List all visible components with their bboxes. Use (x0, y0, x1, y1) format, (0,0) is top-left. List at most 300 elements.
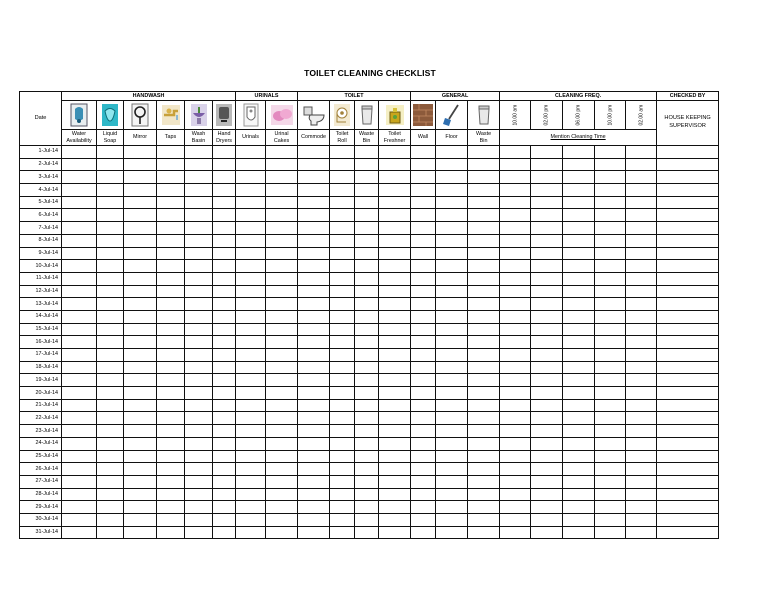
check-cell[interactable] (266, 361, 298, 374)
check-cell[interactable] (213, 526, 236, 539)
check-cell[interactable] (595, 310, 626, 323)
check-cell[interactable] (124, 437, 157, 450)
check-cell[interactable] (436, 323, 468, 336)
check-cell[interactable] (657, 285, 719, 298)
check-cell[interactable] (595, 184, 626, 197)
check-cell[interactable] (213, 361, 236, 374)
check-cell[interactable] (595, 513, 626, 526)
check-cell[interactable] (124, 247, 157, 260)
check-cell[interactable] (626, 412, 657, 425)
check-cell[interactable] (355, 463, 379, 476)
check-cell[interactable] (236, 336, 266, 349)
check-cell[interactable] (500, 475, 531, 488)
check-cell[interactable] (500, 336, 531, 349)
check-cell[interactable] (531, 272, 563, 285)
check-cell[interactable] (500, 526, 531, 539)
check-cell[interactable] (157, 158, 185, 171)
check-cell[interactable] (298, 158, 330, 171)
check-cell[interactable] (62, 209, 97, 222)
check-cell[interactable] (124, 361, 157, 374)
check-cell[interactable] (468, 399, 500, 412)
check-cell[interactable] (62, 488, 97, 501)
check-cell[interactable] (213, 260, 236, 273)
check-cell[interactable] (157, 374, 185, 387)
check-cell[interactable] (266, 285, 298, 298)
check-cell[interactable] (500, 374, 531, 387)
check-cell[interactable] (626, 526, 657, 539)
check-cell[interactable] (298, 298, 330, 311)
check-cell[interactable] (626, 184, 657, 197)
check-cell[interactable] (266, 222, 298, 235)
check-cell[interactable] (468, 336, 500, 349)
check-cell[interactable] (657, 310, 719, 323)
check-cell[interactable] (185, 475, 213, 488)
check-cell[interactable] (157, 526, 185, 539)
check-cell[interactable] (411, 463, 436, 476)
check-cell[interactable] (626, 222, 657, 235)
check-cell[interactable] (97, 336, 124, 349)
check-cell[interactable] (236, 171, 266, 184)
check-cell[interactable] (500, 298, 531, 311)
check-cell[interactable] (657, 475, 719, 488)
check-cell[interactable] (436, 387, 468, 400)
check-cell[interactable] (213, 412, 236, 425)
check-cell[interactable] (236, 222, 266, 235)
check-cell[interactable] (411, 526, 436, 539)
check-cell[interactable] (657, 526, 719, 539)
check-cell[interactable] (213, 513, 236, 526)
check-cell[interactable] (468, 387, 500, 400)
check-cell[interactable] (626, 513, 657, 526)
check-cell[interactable] (436, 260, 468, 273)
check-cell[interactable] (266, 260, 298, 273)
check-cell[interactable] (157, 209, 185, 222)
check-cell[interactable] (436, 158, 468, 171)
check-cell[interactable] (213, 222, 236, 235)
check-cell[interactable] (213, 234, 236, 247)
check-cell[interactable] (595, 361, 626, 374)
check-cell[interactable] (97, 425, 124, 438)
check-cell[interactable] (298, 374, 330, 387)
check-cell[interactable] (330, 260, 355, 273)
check-cell[interactable] (266, 196, 298, 209)
check-cell[interactable] (330, 310, 355, 323)
check-cell[interactable] (62, 387, 97, 400)
check-cell[interactable] (468, 475, 500, 488)
check-cell[interactable] (379, 488, 411, 501)
check-cell[interactable] (185, 298, 213, 311)
check-cell[interactable] (236, 349, 266, 362)
check-cell[interactable] (500, 349, 531, 362)
check-cell[interactable] (626, 336, 657, 349)
check-cell[interactable] (213, 399, 236, 412)
check-cell[interactable] (236, 399, 266, 412)
check-cell[interactable] (436, 425, 468, 438)
check-cell[interactable] (298, 412, 330, 425)
check-cell[interactable] (563, 196, 595, 209)
check-cell[interactable] (97, 526, 124, 539)
check-cell[interactable] (236, 146, 266, 159)
check-cell[interactable] (379, 412, 411, 425)
check-cell[interactable] (236, 475, 266, 488)
check-cell[interactable] (563, 323, 595, 336)
check-cell[interactable] (500, 196, 531, 209)
check-cell[interactable] (266, 513, 298, 526)
check-cell[interactable] (355, 501, 379, 514)
check-cell[interactable] (298, 437, 330, 450)
check-cell[interactable] (185, 361, 213, 374)
check-cell[interactable] (411, 387, 436, 400)
check-cell[interactable] (124, 399, 157, 412)
check-cell[interactable] (185, 171, 213, 184)
check-cell[interactable] (563, 501, 595, 514)
check-cell[interactable] (657, 184, 719, 197)
check-cell[interactable] (185, 196, 213, 209)
check-cell[interactable] (626, 501, 657, 514)
check-cell[interactable] (531, 310, 563, 323)
check-cell[interactable] (157, 171, 185, 184)
check-cell[interactable] (124, 387, 157, 400)
check-cell[interactable] (657, 387, 719, 400)
check-cell[interactable] (563, 387, 595, 400)
check-cell[interactable] (330, 247, 355, 260)
check-cell[interactable] (62, 323, 97, 336)
check-cell[interactable] (626, 387, 657, 400)
check-cell[interactable] (97, 463, 124, 476)
check-cell[interactable] (563, 209, 595, 222)
check-cell[interactable] (657, 361, 719, 374)
check-cell[interactable] (97, 310, 124, 323)
check-cell[interactable] (500, 272, 531, 285)
check-cell[interactable] (124, 260, 157, 273)
check-cell[interactable] (468, 488, 500, 501)
check-cell[interactable] (97, 437, 124, 450)
check-cell[interactable] (355, 196, 379, 209)
check-cell[interactable] (97, 158, 124, 171)
check-cell[interactable] (298, 146, 330, 159)
check-cell[interactable] (411, 247, 436, 260)
check-cell[interactable] (500, 310, 531, 323)
check-cell[interactable] (595, 463, 626, 476)
check-cell[interactable] (595, 425, 626, 438)
check-cell[interactable] (563, 399, 595, 412)
check-cell[interactable] (500, 412, 531, 425)
check-cell[interactable] (531, 247, 563, 260)
check-cell[interactable] (266, 171, 298, 184)
check-cell[interactable] (563, 463, 595, 476)
check-cell[interactable] (298, 361, 330, 374)
check-cell[interactable] (468, 425, 500, 438)
check-cell[interactable] (657, 158, 719, 171)
check-cell[interactable] (468, 272, 500, 285)
check-cell[interactable] (626, 285, 657, 298)
check-cell[interactable] (626, 374, 657, 387)
check-cell[interactable] (97, 387, 124, 400)
check-cell[interactable] (236, 298, 266, 311)
check-cell[interactable] (379, 349, 411, 362)
check-cell[interactable] (436, 374, 468, 387)
check-cell[interactable] (626, 349, 657, 362)
check-cell[interactable] (379, 209, 411, 222)
check-cell[interactable] (298, 526, 330, 539)
check-cell[interactable] (626, 310, 657, 323)
check-cell[interactable] (379, 361, 411, 374)
check-cell[interactable] (157, 488, 185, 501)
check-cell[interactable] (411, 450, 436, 463)
check-cell[interactable] (500, 463, 531, 476)
check-cell[interactable] (97, 196, 124, 209)
check-cell[interactable] (626, 475, 657, 488)
check-cell[interactable] (468, 184, 500, 197)
check-cell[interactable] (236, 285, 266, 298)
check-cell[interactable] (266, 437, 298, 450)
check-cell[interactable] (213, 488, 236, 501)
check-cell[interactable] (468, 463, 500, 476)
check-cell[interactable] (563, 437, 595, 450)
check-cell[interactable] (185, 437, 213, 450)
check-cell[interactable] (124, 171, 157, 184)
check-cell[interactable] (97, 272, 124, 285)
check-cell[interactable] (62, 463, 97, 476)
check-cell[interactable] (157, 501, 185, 514)
check-cell[interactable] (213, 209, 236, 222)
check-cell[interactable] (657, 463, 719, 476)
check-cell[interactable] (411, 323, 436, 336)
check-cell[interactable] (298, 387, 330, 400)
check-cell[interactable] (531, 349, 563, 362)
check-cell[interactable] (266, 158, 298, 171)
check-cell[interactable] (355, 222, 379, 235)
check-cell[interactable] (379, 184, 411, 197)
check-cell[interactable] (124, 222, 157, 235)
check-cell[interactable] (436, 184, 468, 197)
check-cell[interactable] (266, 323, 298, 336)
check-cell[interactable] (436, 361, 468, 374)
check-cell[interactable] (500, 399, 531, 412)
check-cell[interactable] (657, 412, 719, 425)
check-cell[interactable] (657, 488, 719, 501)
check-cell[interactable] (266, 298, 298, 311)
check-cell[interactable] (657, 247, 719, 260)
check-cell[interactable] (298, 513, 330, 526)
check-cell[interactable] (500, 450, 531, 463)
check-cell[interactable] (531, 488, 563, 501)
check-cell[interactable] (157, 272, 185, 285)
check-cell[interactable] (185, 323, 213, 336)
check-cell[interactable] (266, 310, 298, 323)
check-cell[interactable] (236, 260, 266, 273)
check-cell[interactable] (355, 272, 379, 285)
check-cell[interactable] (411, 361, 436, 374)
check-cell[interactable] (124, 412, 157, 425)
check-cell[interactable] (62, 234, 97, 247)
check-cell[interactable] (62, 171, 97, 184)
check-cell[interactable] (124, 209, 157, 222)
check-cell[interactable] (266, 501, 298, 514)
check-cell[interactable] (626, 272, 657, 285)
check-cell[interactable] (468, 310, 500, 323)
check-cell[interactable] (330, 285, 355, 298)
check-cell[interactable] (157, 349, 185, 362)
check-cell[interactable] (595, 209, 626, 222)
check-cell[interactable] (531, 387, 563, 400)
check-cell[interactable] (379, 158, 411, 171)
check-cell[interactable] (298, 222, 330, 235)
check-cell[interactable] (330, 513, 355, 526)
check-cell[interactable] (298, 336, 330, 349)
check-cell[interactable] (266, 526, 298, 539)
check-cell[interactable] (236, 272, 266, 285)
check-cell[interactable] (436, 399, 468, 412)
check-cell[interactable] (236, 361, 266, 374)
check-cell[interactable] (298, 247, 330, 260)
check-cell[interactable] (436, 310, 468, 323)
check-cell[interactable] (500, 247, 531, 260)
check-cell[interactable] (379, 298, 411, 311)
check-cell[interactable] (62, 298, 97, 311)
check-cell[interactable] (411, 158, 436, 171)
check-cell[interactable] (62, 158, 97, 171)
check-cell[interactable] (411, 374, 436, 387)
check-cell[interactable] (157, 310, 185, 323)
check-cell[interactable] (62, 412, 97, 425)
check-cell[interactable] (500, 488, 531, 501)
check-cell[interactable] (595, 272, 626, 285)
check-cell[interactable] (185, 488, 213, 501)
check-cell[interactable] (595, 336, 626, 349)
check-cell[interactable] (500, 209, 531, 222)
check-cell[interactable] (595, 234, 626, 247)
check-cell[interactable] (563, 184, 595, 197)
check-cell[interactable] (124, 501, 157, 514)
check-cell[interactable] (436, 234, 468, 247)
check-cell[interactable] (266, 336, 298, 349)
check-cell[interactable] (531, 475, 563, 488)
check-cell[interactable] (411, 222, 436, 235)
check-cell[interactable] (436, 501, 468, 514)
check-cell[interactable] (468, 437, 500, 450)
check-cell[interactable] (157, 437, 185, 450)
check-cell[interactable] (626, 171, 657, 184)
check-cell[interactable] (213, 323, 236, 336)
check-cell[interactable] (531, 298, 563, 311)
check-cell[interactable] (124, 450, 157, 463)
check-cell[interactable] (266, 374, 298, 387)
check-cell[interactable] (298, 501, 330, 514)
check-cell[interactable] (379, 374, 411, 387)
check-cell[interactable] (355, 412, 379, 425)
check-cell[interactable] (330, 488, 355, 501)
check-cell[interactable] (436, 488, 468, 501)
check-cell[interactable] (411, 184, 436, 197)
check-cell[interactable] (468, 513, 500, 526)
check-cell[interactable] (436, 146, 468, 159)
check-cell[interactable] (185, 272, 213, 285)
check-cell[interactable] (411, 285, 436, 298)
check-cell[interactable] (531, 412, 563, 425)
check-cell[interactable] (236, 374, 266, 387)
check-cell[interactable] (355, 285, 379, 298)
check-cell[interactable] (124, 349, 157, 362)
check-cell[interactable] (330, 158, 355, 171)
check-cell[interactable] (266, 488, 298, 501)
check-cell[interactable] (97, 361, 124, 374)
check-cell[interactable] (62, 184, 97, 197)
check-cell[interactable] (563, 425, 595, 438)
check-cell[interactable] (355, 171, 379, 184)
check-cell[interactable] (124, 184, 157, 197)
check-cell[interactable] (563, 374, 595, 387)
check-cell[interactable] (436, 412, 468, 425)
check-cell[interactable] (266, 475, 298, 488)
check-cell[interactable] (379, 260, 411, 273)
check-cell[interactable] (595, 501, 626, 514)
check-cell[interactable] (298, 475, 330, 488)
check-cell[interactable] (657, 272, 719, 285)
check-cell[interactable] (563, 146, 595, 159)
check-cell[interactable] (379, 450, 411, 463)
check-cell[interactable] (124, 285, 157, 298)
check-cell[interactable] (266, 146, 298, 159)
check-cell[interactable] (213, 336, 236, 349)
check-cell[interactable] (236, 488, 266, 501)
check-cell[interactable] (436, 475, 468, 488)
check-cell[interactable] (157, 336, 185, 349)
check-cell[interactable] (266, 234, 298, 247)
check-cell[interactable] (97, 399, 124, 412)
check-cell[interactable] (379, 437, 411, 450)
check-cell[interactable] (236, 234, 266, 247)
check-cell[interactable] (185, 450, 213, 463)
check-cell[interactable] (97, 222, 124, 235)
check-cell[interactable] (595, 475, 626, 488)
check-cell[interactable] (436, 272, 468, 285)
check-cell[interactable] (213, 272, 236, 285)
check-cell[interactable] (213, 184, 236, 197)
check-cell[interactable] (157, 196, 185, 209)
check-cell[interactable] (62, 437, 97, 450)
check-cell[interactable] (124, 158, 157, 171)
check-cell[interactable] (626, 399, 657, 412)
check-cell[interactable] (97, 285, 124, 298)
check-cell[interactable] (266, 184, 298, 197)
check-cell[interactable] (411, 336, 436, 349)
check-cell[interactable] (657, 349, 719, 362)
check-cell[interactable] (62, 513, 97, 526)
check-cell[interactable] (468, 501, 500, 514)
check-cell[interactable] (97, 184, 124, 197)
check-cell[interactable] (355, 475, 379, 488)
check-cell[interactable] (563, 171, 595, 184)
check-cell[interactable] (595, 158, 626, 171)
check-cell[interactable] (531, 171, 563, 184)
check-cell[interactable] (330, 501, 355, 514)
check-cell[interactable] (157, 260, 185, 273)
check-cell[interactable] (97, 146, 124, 159)
check-cell[interactable] (330, 349, 355, 362)
check-cell[interactable] (379, 146, 411, 159)
check-cell[interactable] (298, 310, 330, 323)
check-cell[interactable] (236, 184, 266, 197)
check-cell[interactable] (236, 412, 266, 425)
check-cell[interactable] (97, 260, 124, 273)
check-cell[interactable] (595, 399, 626, 412)
check-cell[interactable] (157, 247, 185, 260)
check-cell[interactable] (266, 399, 298, 412)
check-cell[interactable] (124, 272, 157, 285)
check-cell[interactable] (500, 425, 531, 438)
check-cell[interactable] (124, 488, 157, 501)
